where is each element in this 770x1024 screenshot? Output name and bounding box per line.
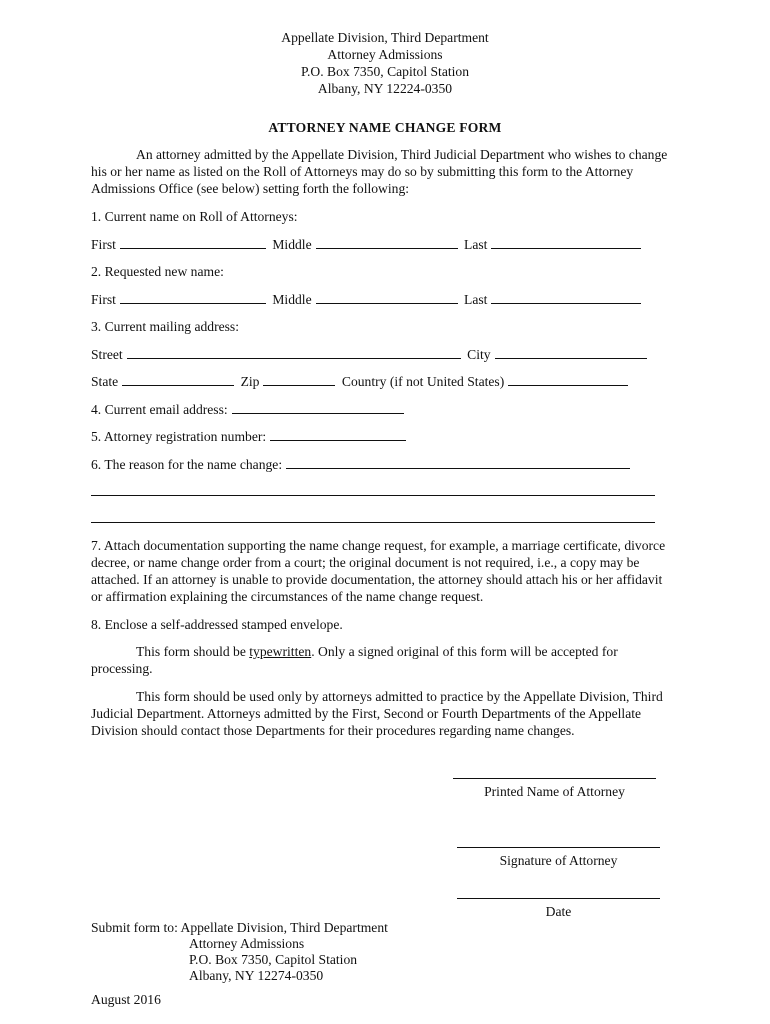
first-label: First [91,292,116,307]
city-field[interactable] [495,345,647,359]
date-label: Date [545,904,572,919]
email-field[interactable] [232,400,404,414]
typewritten-word: typewritten [249,644,312,659]
reason-row [91,455,633,473]
state-field[interactable] [122,372,234,386]
registration-number-field[interactable] [270,427,406,441]
submit-address [91,919,388,983]
item-documentation: 7. Attach documentation supporting the name change request, for example, a marriage certificate, divorce decree, or name change order from a court; the original document is not required, i.e., a copy may be attached. If an attorney is unable to provide documentation, the attorney should attach his or her affidavit or affirmation explaining the circumstances of the name change request. [91,538,666,604]
typewritten-note-suffix: . Only a signed original of this form will be accepted for processing. [91,644,618,676]
item-registration-label: 5. Attorney registration number: [91,429,267,444]
header-line-2: Attorney Admissions [327,47,443,62]
typewritten-note-prefix: This form should be [136,644,250,659]
form-title: ATTORNEY NAME CHANGE FORM [268,120,502,135]
new-middle-name-field[interactable] [316,290,458,304]
item-requested-name: 2. Requested new name: [91,264,224,279]
first-label: First [91,237,116,252]
scope-note: This form should be used only by attorneys admitted to practice by the Appellate Division, Third Judicial Department. Attorneys admitted by the First, Second or Fourth Departments of the Appellate Division should contact those Departments for their procedures regarding name changes. [91,689,663,738]
last-label: Last [464,292,488,307]
submit-line-1: Appellate Division, Third Department [180,920,388,935]
street-city-row [91,345,650,363]
header-line-1: Appellate Division, Third Department [281,30,489,45]
item-reason-label: 6. The reason for the name change: [91,457,283,472]
street-label: Street [91,347,123,362]
date-line[interactable] [457,898,660,899]
state-zip-country-row [91,372,631,390]
header-line-4: Albany, NY 12224-0350 [317,81,453,96]
item-envelope: 8. Enclose a self-addressed stamped envelope. [91,617,343,632]
current-name-row [91,235,644,253]
email-row [91,400,407,418]
current-middle-name-field[interactable] [316,235,458,249]
middle-label: Middle [272,292,312,307]
new-last-name-field[interactable] [491,290,641,304]
revision-date: August 2016 [91,992,161,1007]
reason-field-line-1[interactable] [286,455,630,469]
intro-paragraph: An attorney admitted by the Appellate Division, Third Judicial Department who wishes to change his or her name as listed on the Roll of Attorneys may do so by submitting this form to the Attorney Admissions Office (see below) setting forth the following: [91,147,668,196]
submit-line-3: P.O. Box 7350, Capitol Station [189,952,358,967]
typewritten-note [91,643,671,677]
reason-field-line-3[interactable] [91,522,655,523]
current-first-name-field[interactable] [120,235,266,249]
state-label: State [91,374,119,389]
last-label: Last [464,237,488,252]
signature-line[interactable] [457,847,660,848]
submit-line-2: Attorney Admissions [189,936,305,951]
reason-field-line-2[interactable] [91,495,655,496]
item-current-name: 1. Current name on Roll of Attorneys: [91,209,298,224]
submit-line-4: Albany, NY 12274-0350 [189,968,324,983]
street-field[interactable] [127,345,461,359]
signature-label: Signature of Attorney [499,853,618,868]
zip-field[interactable] [263,372,335,386]
city-label: City [467,347,491,362]
zip-label: Zip [240,374,260,389]
country-field[interactable] [508,372,628,386]
new-first-name-field[interactable] [120,290,266,304]
item-email-label: 4. Current email address: [91,402,228,417]
middle-label: Middle [272,237,312,252]
item-mailing-address: 3. Current mailing address: [91,319,239,334]
header-line-3: P.O. Box 7350, Capitol Station [300,64,470,79]
registration-row [91,427,409,445]
printed-name-line[interactable] [453,778,656,779]
country-label: Country (if not United States) [341,374,505,389]
printed-name-label: Printed Name of Attorney [484,784,625,799]
submit-label: Submit form to: [91,920,181,935]
header-address [0,29,770,97]
requested-name-row [91,290,644,308]
submit-row-1 [91,919,388,935]
current-last-name-field[interactable] [491,235,641,249]
